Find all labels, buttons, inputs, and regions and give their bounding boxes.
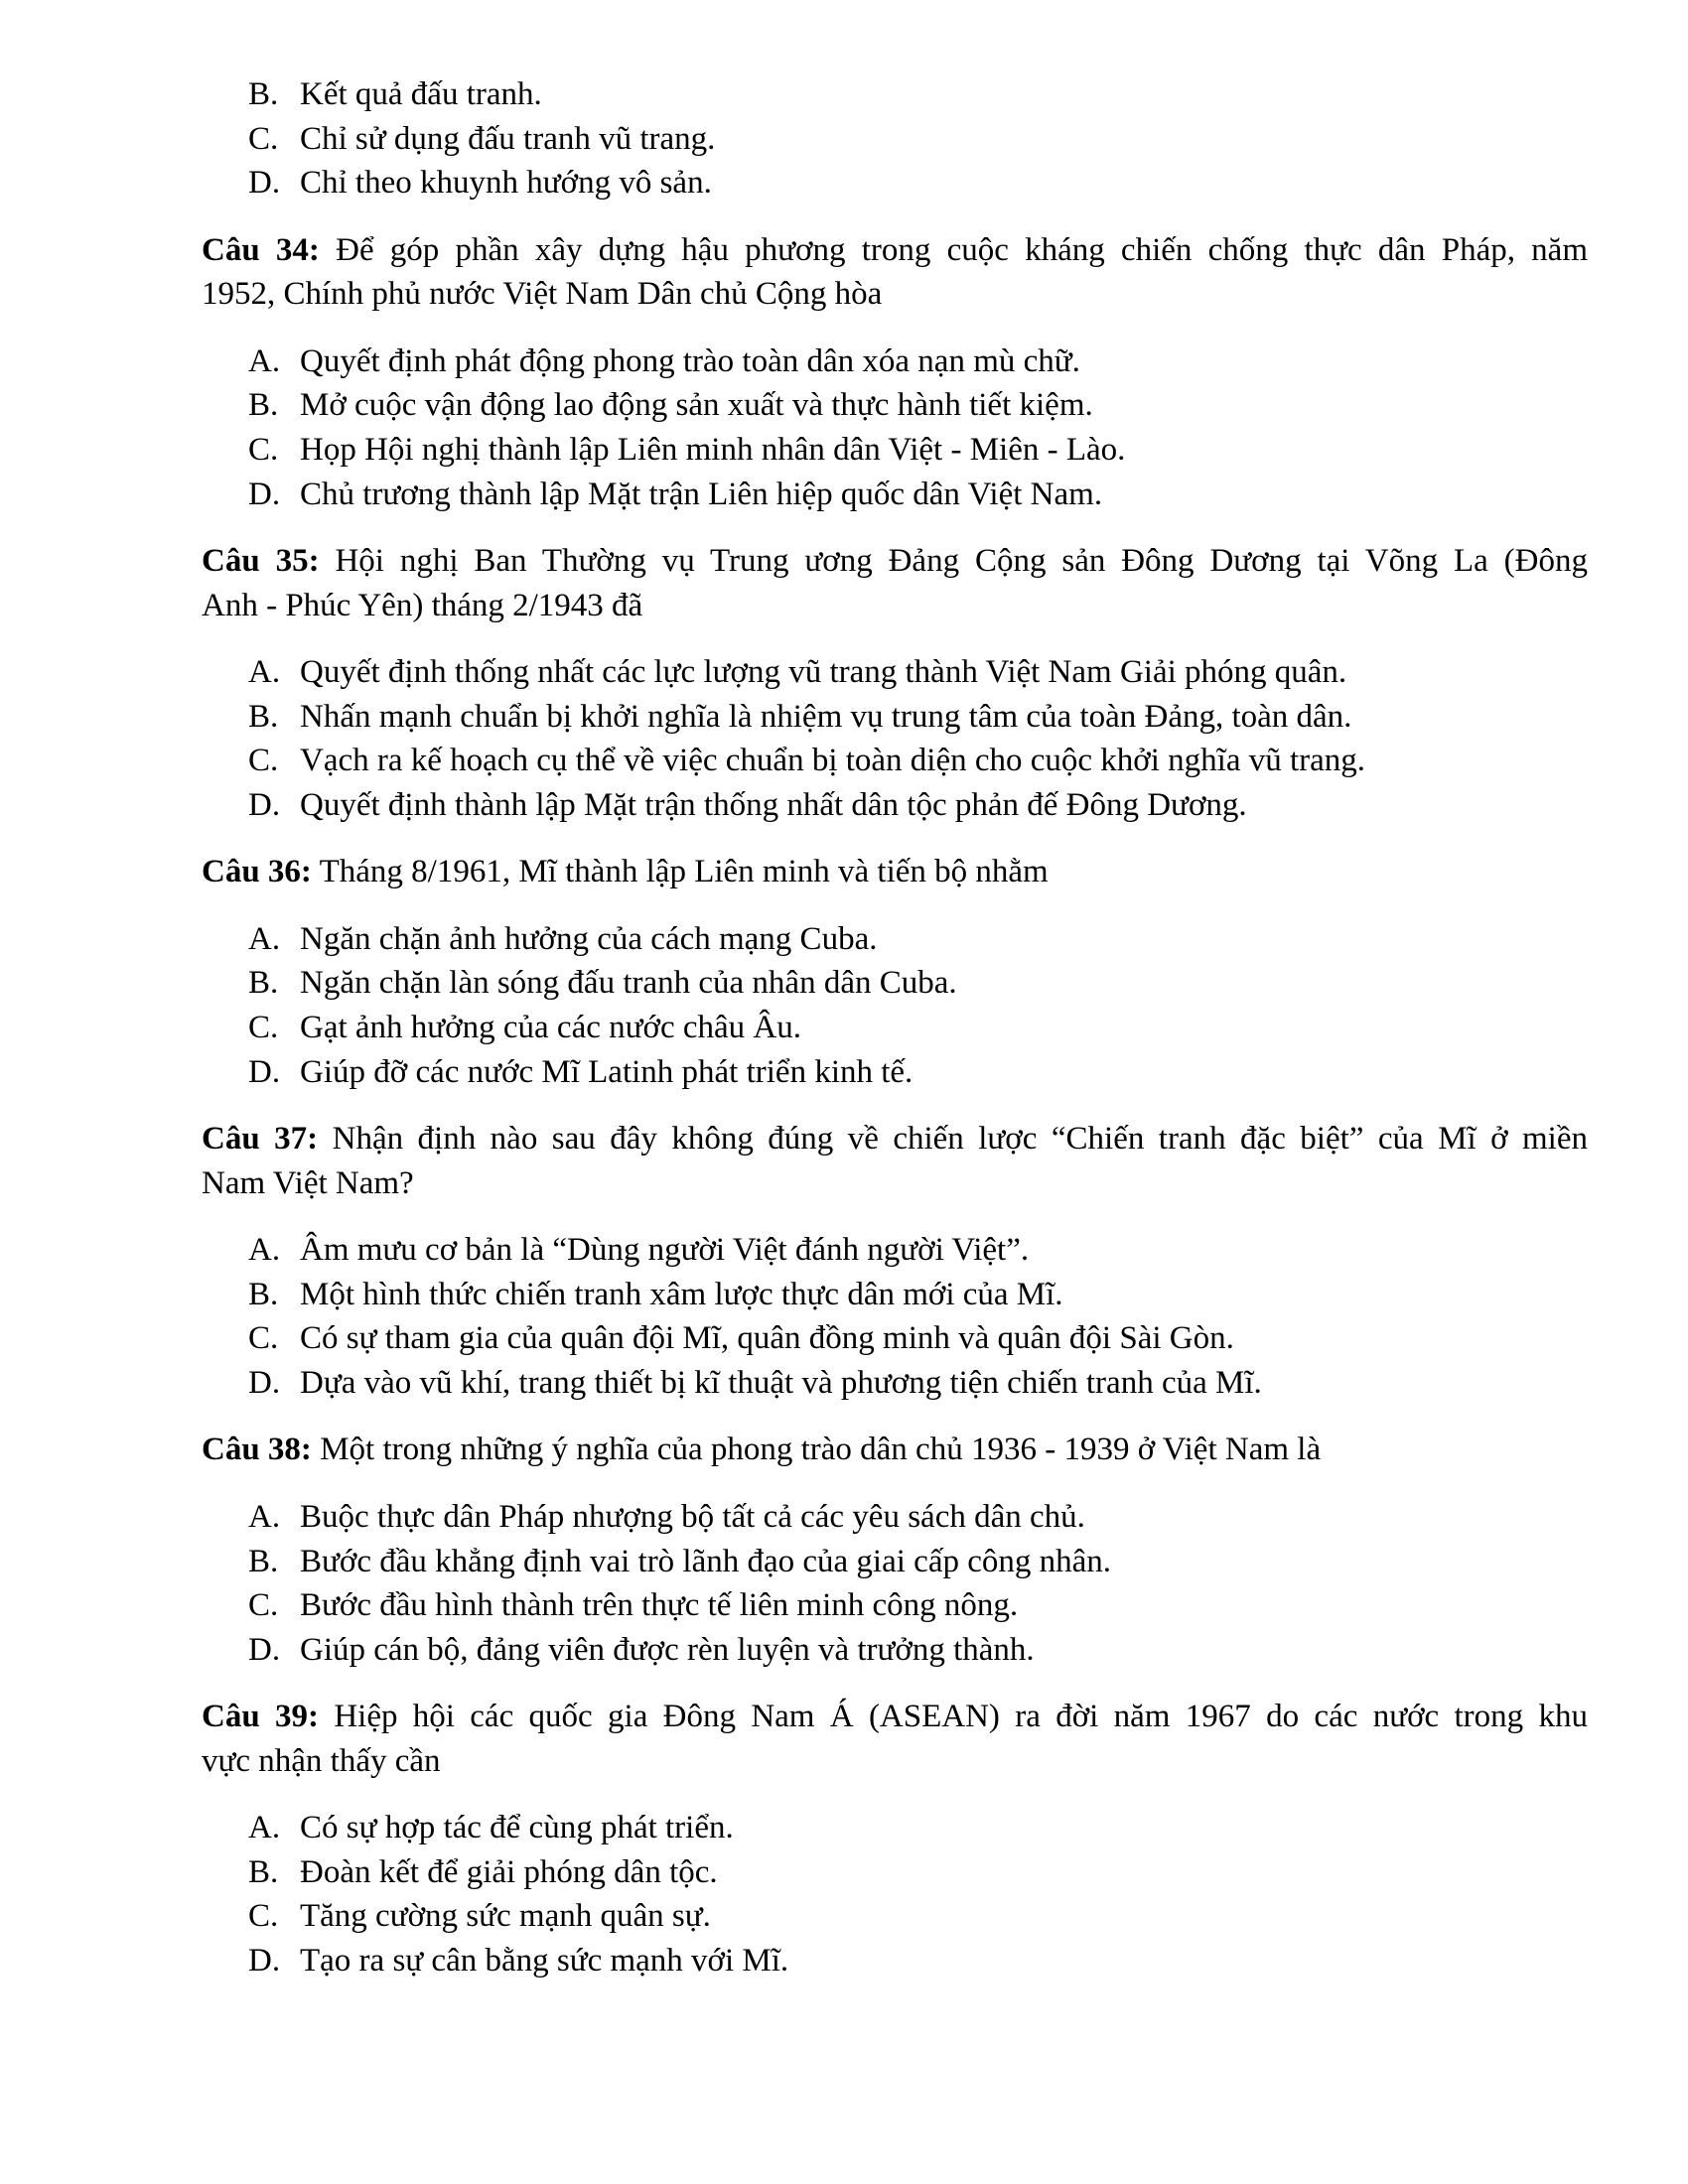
answer-option [202,1806,1588,1850]
question-34 [202,228,1588,516]
answer-option [202,1050,1588,1095]
option-label: C. [248,743,279,779]
question-stem-line [202,539,1588,584]
answer-option [202,1894,1588,1939]
option-text: Chỉ theo khuynh hướng vô sản. [300,165,712,202]
spacer [202,1472,1588,1495]
option-label: C. [248,120,279,157]
question-number: Câu 37: [202,1121,319,1158]
question-number: Câu 36: [202,854,312,890]
question-number: Câu 35: [202,543,320,580]
answer-option [202,1273,1588,1317]
question-stem-line [202,1739,1588,1784]
option-label: B. [248,387,279,424]
answer-option [202,117,1588,162]
option-text: Nhấn mạnh chuẩn bị khởi nghĩa là nhiệm vụ trung tâm của toàn Đảng, toàn dân. [300,698,1352,735]
answer-option [202,72,1588,117]
answer-option [202,783,1588,828]
option-label: D. [248,1053,281,1090]
spacer [202,1094,1588,1117]
option-label: B. [248,1853,279,1890]
answer-option [202,1006,1588,1050]
option-label: B. [248,965,279,1002]
option-label: C. [248,1010,279,1046]
question-stem-line [202,228,1588,273]
option-text: Buộc thực dân Pháp nhượng bộ tất cả các yêu sách dân chủ. [300,1498,1085,1535]
question-stem-line [202,1117,1588,1161]
question-text: Tháng 8/1961, Mĩ thành lập Liên minh và tiến bộ nhằm [319,854,1049,890]
question-text: Hiệp hội các quốc gia Đông Nam Á (ASEAN) ra đời năm 1967 do các nước trong khu [334,1699,1588,1735]
answer-option [202,1316,1588,1361]
question-36 [202,850,1588,1094]
question-number: Câu 34: [202,231,320,268]
question-stem-line [202,272,1588,317]
option-label: A. [248,654,281,691]
option-label: D. [248,786,281,823]
option-text: Quyết định thống nhất các lực lượng vũ trang thành Việt Nam Giải phóng quân. [300,654,1347,691]
answer-option [202,1628,1588,1673]
answer-option [202,1540,1588,1584]
question-text: Anh - Phúc Yên) tháng 2/1943 đã [202,587,643,623]
option-label: A. [248,342,281,379]
option-text: Vạch ra kế hoạch cụ thể về việc chuẩn bị toàn diện cho cuộc khởi nghĩa vũ trang. [300,743,1366,779]
answer-option [202,161,1588,205]
option-text: Bước đầu khẳng định vai trò lãnh đạo của giai cấp công nhân. [300,1543,1112,1579]
option-text: Giúp cán bộ, đảng viên được rèn luyện và trưởng thành. [300,1631,1035,1668]
option-label: D. [248,476,281,512]
option-text: Bước đầu hình thành trên thực tế liên minh công nông. [300,1587,1019,1624]
question-text: Nhận định nào sau đây không đúng về chiến lược “Chiến tranh đặc biệt” của Mĩ ở miền [332,1121,1588,1158]
spacer [202,1205,1588,1228]
question-stem-line [202,1695,1588,1739]
answer-option [202,473,1588,517]
question-38 [202,1428,1588,1672]
spacer [202,1672,1588,1695]
answer-option [202,695,1588,740]
option-label: C. [248,1587,279,1624]
question-number: Câu 38: [202,1432,312,1468]
answer-option [202,1495,1588,1540]
option-label: A. [248,920,281,957]
question-stem-line [202,1161,1588,1206]
option-label: B. [248,1276,279,1312]
answer-option [202,1361,1588,1406]
answer-option [202,1939,1588,1983]
answer-option [202,739,1588,783]
answer-option [202,961,1588,1006]
answer-option [202,340,1588,384]
option-text: Mở cuộc vận động lao động sản xuất và thực hành tiết kiệm. [300,387,1093,424]
option-label: D. [248,1943,281,1979]
answer-option [202,650,1588,695]
question-stem-line [202,1428,1588,1472]
spacer [202,627,1588,650]
question-35 [202,539,1588,827]
spacer [202,205,1588,228]
option-text: Dựa vào vũ khí, trang thiết bị kĩ thuật và phương tiện chiến tranh của Mĩ. [300,1364,1262,1401]
option-label: B. [248,76,279,112]
option-label: A. [248,1810,281,1846]
answer-option [202,917,1588,962]
option-label: B. [248,698,279,735]
option-text: Một hình thức chiến tranh xâm lược thực dân mới của Mĩ. [300,1276,1063,1312]
option-text: Ngăn chặn ảnh hưởng của cách mạng Cuba. [300,920,878,957]
question-text: Một trong những ý nghĩa của phong trào dân chủ 1936 - 1939 ở Việt Nam là [320,1432,1322,1468]
answer-option [202,383,1588,428]
option-text: Họp Hội nghị thành lập Liên minh nhân dân Việt - Miên - Lào. [300,431,1126,468]
answer-option [202,1228,1588,1273]
option-text: Chỉ sử dụng đấu tranh vũ trang. [300,120,716,157]
question-number: Câu 39: [202,1699,319,1735]
question-text: Để góp phần xây dựng hậu phương trong cuộc kháng chiến chống thực dân Pháp, năm [336,231,1588,268]
leading-options [202,72,1588,205]
spacer [202,516,1588,539]
spacer [202,894,1588,917]
option-label: B. [248,1543,279,1579]
option-text: Tạo ra sự cân bằng sức mạnh với Mĩ. [300,1943,789,1979]
option-text: Đoàn kết để giải phóng dân tộc. [300,1853,718,1890]
option-text: Tăng cường sức mạnh quân sự. [300,1898,711,1935]
option-label: C. [248,431,279,468]
option-text: Gạt ảnh hưởng của các nước châu Âu. [300,1010,801,1046]
spacer [202,317,1588,340]
option-text: Quyết định phát động phong trào toàn dân xóa nạn mù chữ. [300,342,1080,379]
spacer [202,1406,1588,1429]
answer-option [202,428,1588,473]
option-label: A. [248,1498,281,1535]
option-text: Ngăn chặn làn sóng đấu tranh của nhân dân Cuba. [300,965,957,1002]
option-text: Giúp đỡ các nước Mĩ Latinh phát triển kinh tế. [300,1053,914,1090]
question-text: vực nhận thấy cần [202,1742,441,1779]
option-label: A. [248,1232,281,1269]
option-text: Kết quả đấu tranh. [300,76,542,112]
option-label: C. [248,1898,279,1935]
option-text: Có sự hợp tác để cùng phát triển. [300,1810,734,1846]
option-label: D. [248,165,281,202]
question-text: Hội nghị Ban Thường vụ Trung ương Đảng Cộng sản Đông Dương tại Võng La (Đông [335,543,1588,580]
option-label: D. [248,1364,281,1401]
option-text: Âm mưu cơ bản là “Dùng người Việt đánh người Việt”. [300,1232,1030,1269]
option-label: C. [248,1320,279,1357]
question-text: 1952, Chính phủ nước Việt Nam Dân chủ Cộng hòa [202,276,883,313]
question-stem-line [202,584,1588,628]
spacer [202,827,1588,850]
answer-option [202,1850,1588,1895]
option-text: Có sự tham gia của quân đội Mĩ, quân đồng minh và quân đội Sài Gòn. [300,1320,1234,1357]
option-text: Chủ trương thành lập Mặt trận Liên hiệp quốc dân Việt Nam. [300,476,1103,512]
question-39 [202,1695,1588,1982]
answer-option [202,1583,1588,1628]
question-text: Nam Việt Nam? [202,1164,414,1201]
question-stem-line [202,850,1588,894]
question-37 [202,1117,1588,1405]
exam-content [202,72,1588,1983]
option-label: D. [248,1631,281,1668]
spacer [202,1783,1588,1806]
option-text: Quyết định thành lập Mặt trận thống nhất dân tộc phản đế Đông Dương. [300,786,1247,823]
